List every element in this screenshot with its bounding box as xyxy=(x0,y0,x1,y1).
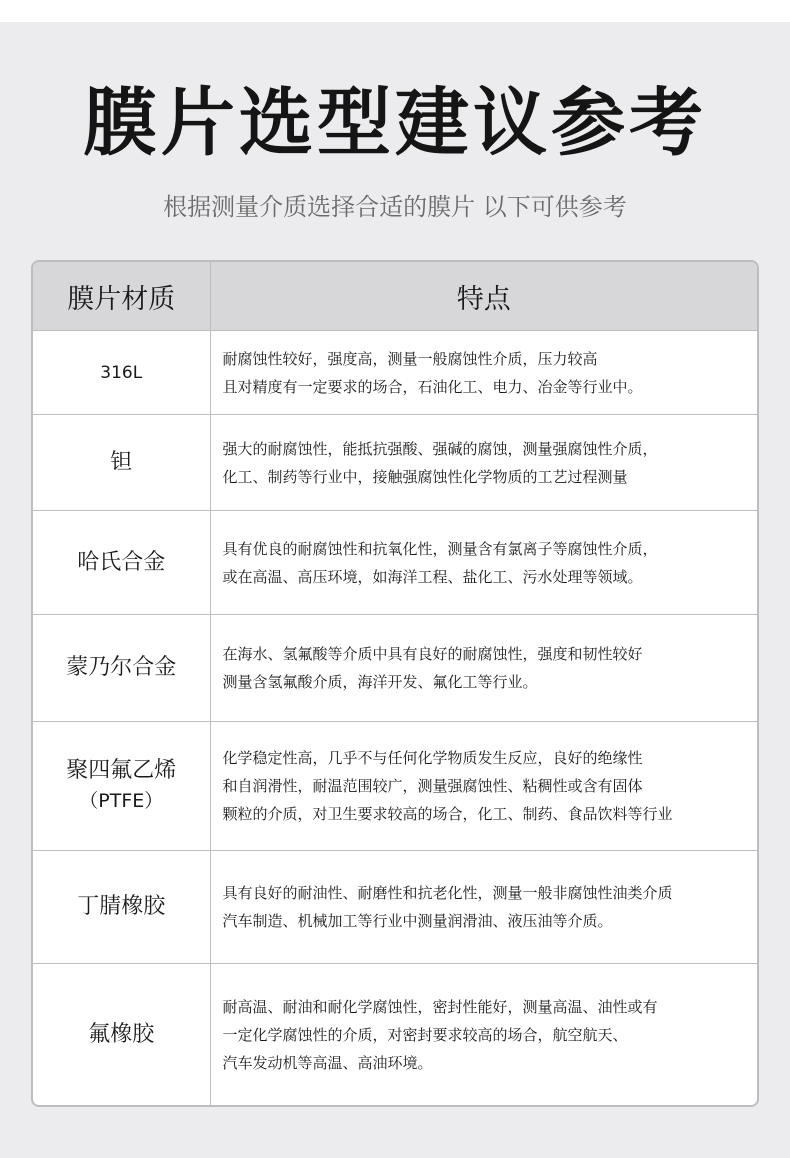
material-cell xyxy=(33,964,210,1107)
material-name: 聚四氟乙烯 xyxy=(66,758,177,783)
table-header-row xyxy=(33,262,757,331)
features-cell xyxy=(210,722,757,851)
feature-line: 在海水、氢氟酸等介质中具有良好的耐腐蚀性，强度和韧性较好 xyxy=(222,645,643,663)
feature-line: 具有优良的耐腐蚀性和抗氧化性，测量含有氯离子等腐蚀性介质， xyxy=(222,539,658,558)
material-name: 哈氏合金 xyxy=(77,549,166,575)
feature-line: 化学稳定性高，几乎不与任何化学物质发生反应，良好的绝缘性 xyxy=(222,749,643,767)
feature-line: 耐高温、耐油和耐化学腐蚀性，密封性能好，测量高温、油性或有 xyxy=(222,998,658,1017)
feature-line: 一定化学腐蚀性的介质，对密封要求较高的场合，航空航天、 xyxy=(222,1026,628,1045)
table-row xyxy=(33,511,757,615)
feature-line: 颗粒的介质，对卫生要求较高的场合，化工、制药、食品饮料等行业 xyxy=(222,805,673,823)
feature-line: 且对精度有一定要求的场合，石油化工、电力、冶金等行业中。 xyxy=(222,377,643,396)
page-title: 膜片选型建议参考 xyxy=(83,80,707,166)
features-cell xyxy=(210,331,757,415)
features-cell xyxy=(210,615,757,722)
features-cell xyxy=(210,511,757,615)
material-name: 丁腈橡胶 xyxy=(77,894,166,919)
material-subname: （PTFE） xyxy=(79,790,164,812)
material-name: 钽 xyxy=(110,449,133,475)
feature-line: 或在高温、高压环境，如海洋工程、盐化工、污水处理等领域。 xyxy=(222,567,643,586)
selection-table xyxy=(31,260,759,1107)
feature-line: 和自润滑性，耐温范围较广，测量强腐蚀性、粘稠性或含有固体 xyxy=(222,777,643,795)
features-cell xyxy=(210,851,757,964)
feature-line: 汽车制造、机械加工等行业中测量润滑油、液压油等介质。 xyxy=(222,912,613,930)
features-cell xyxy=(210,415,757,511)
material-cell xyxy=(33,415,210,511)
material-cell xyxy=(33,615,210,722)
header-material: 膜片材质 xyxy=(33,262,210,331)
table-row xyxy=(33,615,757,722)
feature-line: 耐腐蚀性较好，强度高，测量一般腐蚀性介质，压力较高 xyxy=(222,349,598,368)
features-cell xyxy=(210,964,757,1107)
header-features: 特点 xyxy=(210,262,757,331)
feature-line: 具有良好的耐油性、耐磨性和抗老化性，测量一般非腐蚀性油类介质 xyxy=(222,884,673,902)
feature-line: 强大的耐腐蚀性，能抵抗强酸、强碱的腐蚀，测量强腐蚀性介质， xyxy=(222,439,658,458)
material-cell xyxy=(33,722,210,851)
page-subtitle: 根据测量介质选择合适的膜片 以下可供参考 xyxy=(163,193,627,221)
material-name: 316L xyxy=(100,362,143,383)
table-row xyxy=(33,851,757,964)
feature-line: 测量含氢氟酸介质，海洋开发、氟化工等行业。 xyxy=(222,673,538,691)
feature-line: 汽车发动机等高温、高油环境。 xyxy=(222,1054,433,1073)
top-strip xyxy=(0,0,790,22)
table-row xyxy=(33,331,757,415)
material-name: 蒙乃尔合金 xyxy=(66,655,177,680)
material-cell xyxy=(33,511,210,615)
table-row xyxy=(33,722,757,851)
table-row xyxy=(33,964,757,1107)
feature-line: 化工、制药等行业中，接触强腐蚀性化学物质的工艺过程测量 xyxy=(222,467,628,486)
material-cell xyxy=(33,331,210,415)
material-cell xyxy=(33,851,210,964)
table-row xyxy=(33,415,757,511)
material-name: 氟橡胶 xyxy=(88,1022,155,1048)
